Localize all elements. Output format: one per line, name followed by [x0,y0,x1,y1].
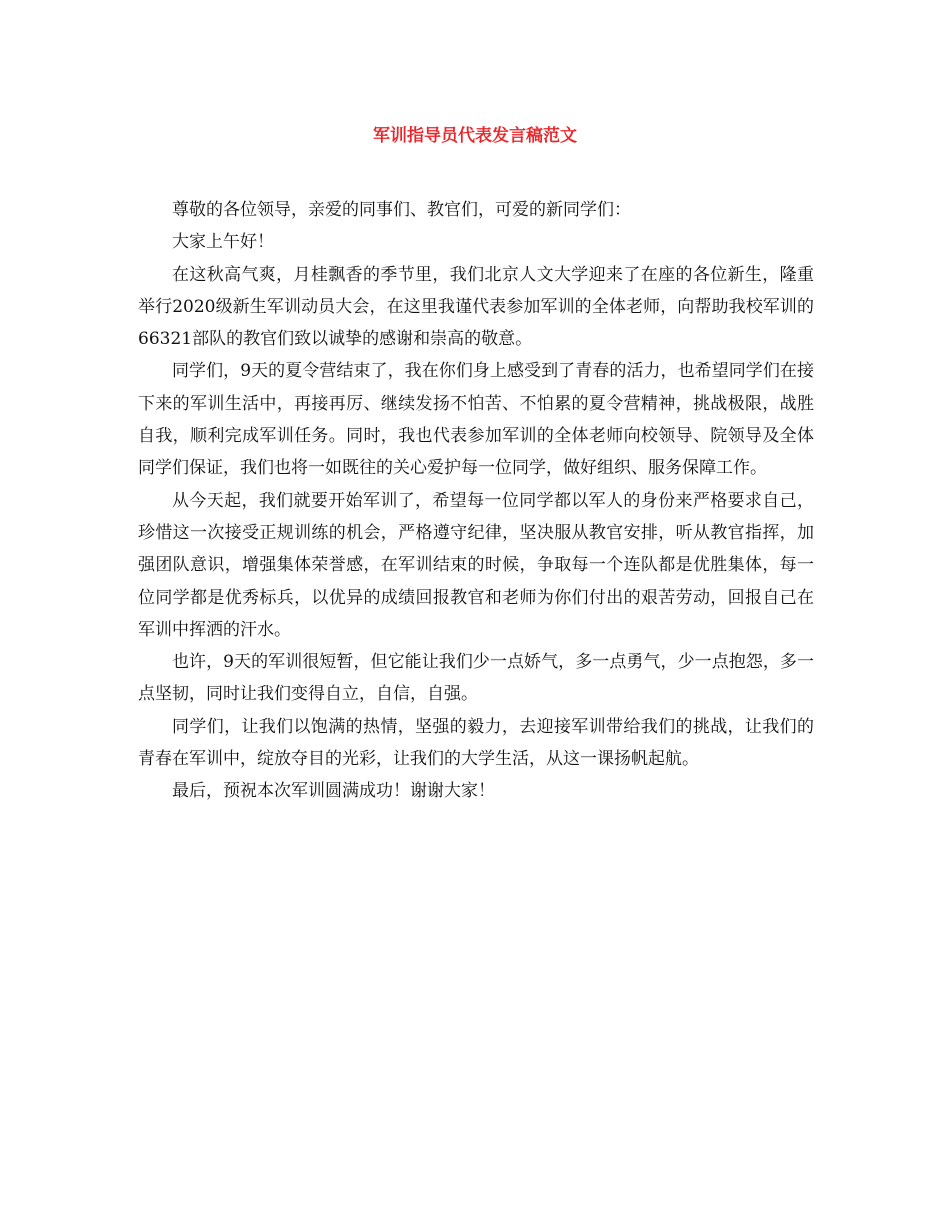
paragraph-challenge: 同学们，让我们以饱满的热情，坚强的毅力，去迎接军训带给我们的挑战，让我们的青春在军训中，绽放夺目的光彩，让我们的大学生活，从这一课扬帆起航。 [138,716,814,770]
paragraph-salutation: 尊敬的各位领导，亲爱的同事们、教官们，可爱的新同学们： [172,200,631,220]
paragraph-intro: 在这秋高气爽，月桂飘香的季节里，我们北京人文大学迎来了在座的各位新生，隆重举行2020级新生军训动员大会，在这里我谨代表参加军训的全体老师，向帮助我校军训的66321部队的教官们致以诚挚的感谢和崇高的敬意。 [138,264,814,350]
paragraph-summer-camp: 同学们，9天的夏令营结束了，我在你们身上感受到了青春的活力，也希望同学们在接下来的军训生活中，再接再厉、继续发扬不怕苦、不怕累的夏令营精神，挑战极限，战胜自我，顺利完成军训任务。同时，我也代表参加军训的全体老师向校领导、院领导及全体同学们保证，我们也将一如既往的关心爱护每一位同学，做好组织、服务保障工作。 [138,361,814,479]
paragraph-short-training: 也许，9天的军训很短暂，但它能让我们少一点娇气，多一点勇气，少一点抱怨，多一点坚韧，同时让我们变得自立，自信，自强。 [138,652,814,705]
document-body [138,194,814,808]
paragraph-closing: 最后，预祝本次军训圆满成功！谢谢大家！ [172,781,495,802]
paragraph-training-start: 从今天起，我们就要开始军训了，希望每一位同学都以军人的身份来严格要求自己，珍惜这一次接受正规训练的机会，严格遵守纪律，坚决服从教官安排，听从教官指挥，加强团队意识，增强集体荣誉感，在军训结束的时候，争取每一个连队都是优胜集体，每一位同学都是优秀标兵，以优异的成绩回报教官和老师为你们付出的艰苦劳动，回报自己在军训中挥洒的汗水。 [138,490,814,640]
page-title: 军训指导员代表发言稿范文 [373,126,577,146]
paragraph-greeting: 大家上午好！ [172,232,274,253]
